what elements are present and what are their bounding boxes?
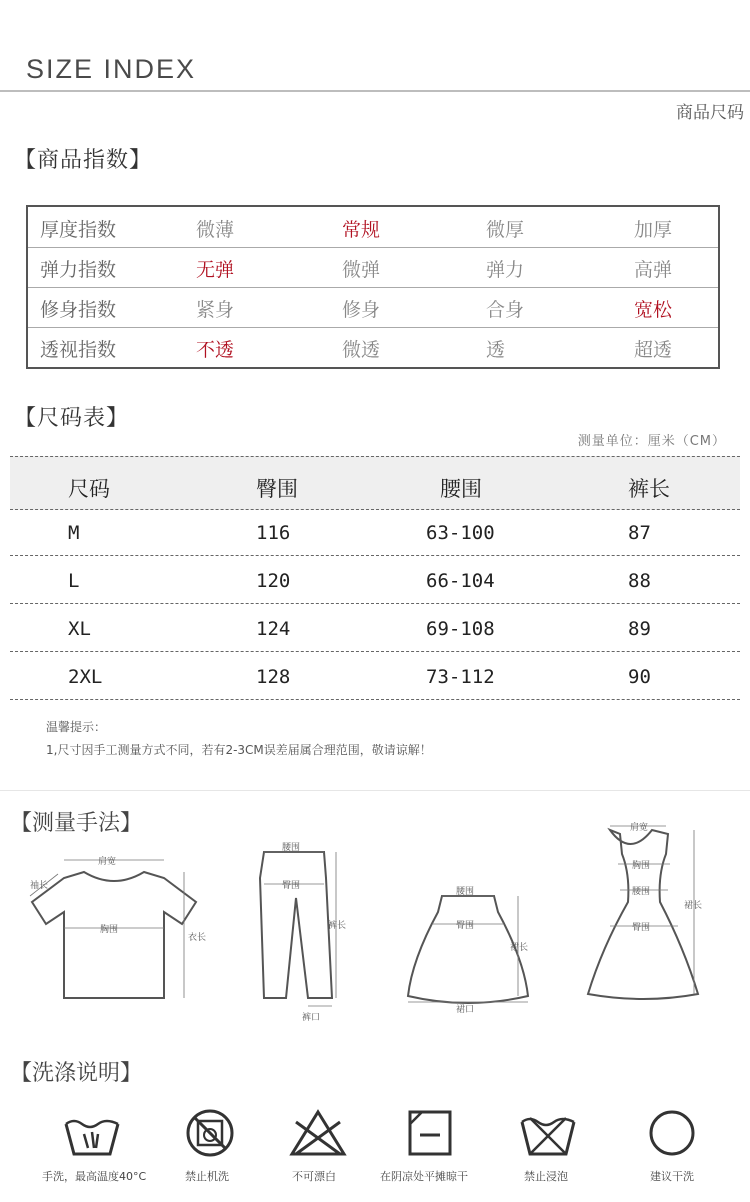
tshirt-sleeve-label: 袖长 — [30, 881, 49, 891]
waist-cell: 66-104 — [426, 570, 495, 592]
header-hip: 臀围 — [256, 477, 298, 501]
index-option-selected: 不透 — [196, 339, 235, 361]
no-bleach-icon — [288, 1108, 348, 1158]
hand-wash-icon — [62, 1108, 122, 1158]
length-cell: 89 — [628, 618, 651, 640]
header-length: 裤长 — [628, 477, 670, 501]
length-cell: 88 — [628, 570, 651, 592]
pants-hem-label: 裤口 — [302, 1013, 321, 1023]
index-option: 加厚 — [634, 219, 673, 241]
tip-title: 温馨提示： — [46, 720, 107, 734]
tshirt-length-label: 衣长 — [188, 933, 207, 943]
tshirt-chest-label: 胸围 — [100, 925, 119, 935]
index-option-selected: 宽松 — [634, 299, 673, 321]
dress-shoulder-label: 肩宽 — [630, 823, 649, 833]
index-row — [28, 247, 718, 288]
dress-waist-label: 腰围 — [632, 887, 651, 897]
index-row — [28, 207, 718, 248]
section-title-size: 【尺码表】 — [14, 406, 130, 431]
pants-length-label: 裤长 — [328, 921, 347, 931]
size-table-row — [10, 556, 740, 604]
wash-label-no-bleach: 不可漂白 — [292, 1170, 336, 1183]
index-option: 合身 — [486, 299, 525, 321]
tshirt-diagram — [24, 850, 207, 1000]
hip-cell: 120 — [256, 570, 291, 592]
index-option-selected: 无弹 — [196, 259, 235, 281]
tip-text: 1,尺寸因手工测量方式不同，若有2-3CM误差届属合理范围，敬请谅解！ — [46, 743, 432, 757]
header-size: 尺码 — [68, 477, 110, 501]
index-row-label: 修身指数 — [40, 299, 117, 321]
index-option: 微透 — [342, 339, 381, 361]
skirt-hem-label: 裙口 — [456, 1005, 475, 1015]
dry-clean-icon — [642, 1108, 702, 1158]
index-option: 微厚 — [486, 219, 525, 241]
wash-label-hand: 手洗，最高温度40°C — [42, 1170, 147, 1183]
skirt-waist-label: 腰围 — [456, 887, 475, 897]
index-option: 微薄 — [196, 219, 235, 241]
measure-unit: 测量单位：厘米（CM） — [577, 434, 726, 449]
dry-flat-shade-icon — [400, 1108, 460, 1158]
size-cell: 2XL — [68, 666, 103, 688]
dress-diagram — [580, 818, 710, 1008]
index-option: 修身 — [342, 299, 381, 321]
skirt-diagram — [398, 880, 538, 1020]
section-title-measure: 【测量手法】 — [10, 811, 143, 836]
index-row — [28, 287, 718, 328]
index-row-label: 弹力指数 — [40, 259, 117, 281]
size-table-row — [10, 508, 740, 556]
wash-label-dry-clean: 建议干洗 — [650, 1170, 694, 1183]
wash-label-no-machine: 禁止机洗 — [185, 1170, 229, 1183]
size-table-row — [10, 652, 740, 700]
index-option-selected: 常规 — [342, 219, 381, 241]
index-option: 微弹 — [342, 259, 381, 281]
waist-cell: 63-100 — [426, 522, 495, 544]
size-table-row — [10, 604, 740, 652]
page-subtitle: 商品尺码 — [676, 103, 744, 123]
waist-cell: 69-108 — [426, 618, 495, 640]
skirt-hip-label: 臀围 — [456, 921, 475, 931]
index-option: 弹力 — [486, 259, 525, 281]
length-cell: 90 — [628, 666, 651, 688]
size-cell: M — [68, 522, 80, 544]
pants-hip-label: 臀围 — [282, 881, 301, 891]
index-option: 高弹 — [634, 259, 673, 281]
page-title: SIZE INDEX — [26, 54, 197, 84]
header-waist: 腰围 — [440, 477, 482, 501]
pants-diagram — [250, 838, 350, 1028]
waist-cell: 73-112 — [426, 666, 495, 688]
index-row-label: 透视指数 — [40, 339, 117, 361]
product-index-table — [26, 205, 720, 369]
section-divider — [0, 790, 750, 791]
wash-label-dry-flat: 在阴凉处平摊晾干 — [380, 1170, 468, 1183]
no-machine-wash-icon — [180, 1108, 240, 1158]
wash-label-no-soak: 禁止浸泡 — [524, 1170, 568, 1183]
dress-chest-label: 胸围 — [632, 861, 651, 871]
tshirt-shoulder-label: 肩宽 — [98, 857, 117, 867]
index-row — [28, 327, 718, 367]
length-cell: 87 — [628, 522, 651, 544]
size-table-header — [10, 456, 740, 510]
index-option: 透 — [486, 339, 506, 361]
index-option: 紧身 — [196, 299, 235, 321]
size-cell: XL — [68, 618, 91, 640]
dress-length-label: 裙长 — [684, 901, 703, 911]
hip-cell: 124 — [256, 618, 291, 640]
no-soak-icon — [518, 1108, 578, 1158]
index-row-label: 厚度指数 — [40, 219, 117, 241]
skirt-length-label: 裙长 — [510, 943, 529, 953]
index-option: 超透 — [634, 339, 673, 361]
section-title-wash: 【洗涤说明】 — [10, 1061, 143, 1086]
header-divider — [0, 90, 750, 92]
pants-waist-label: 腰围 — [282, 843, 301, 853]
hip-cell: 116 — [256, 522, 291, 544]
dress-hip-label: 臀围 — [632, 923, 651, 933]
hip-cell: 128 — [256, 666, 291, 688]
section-title-index: 【商品指数】 — [14, 148, 153, 173]
size-cell: L — [68, 570, 80, 592]
